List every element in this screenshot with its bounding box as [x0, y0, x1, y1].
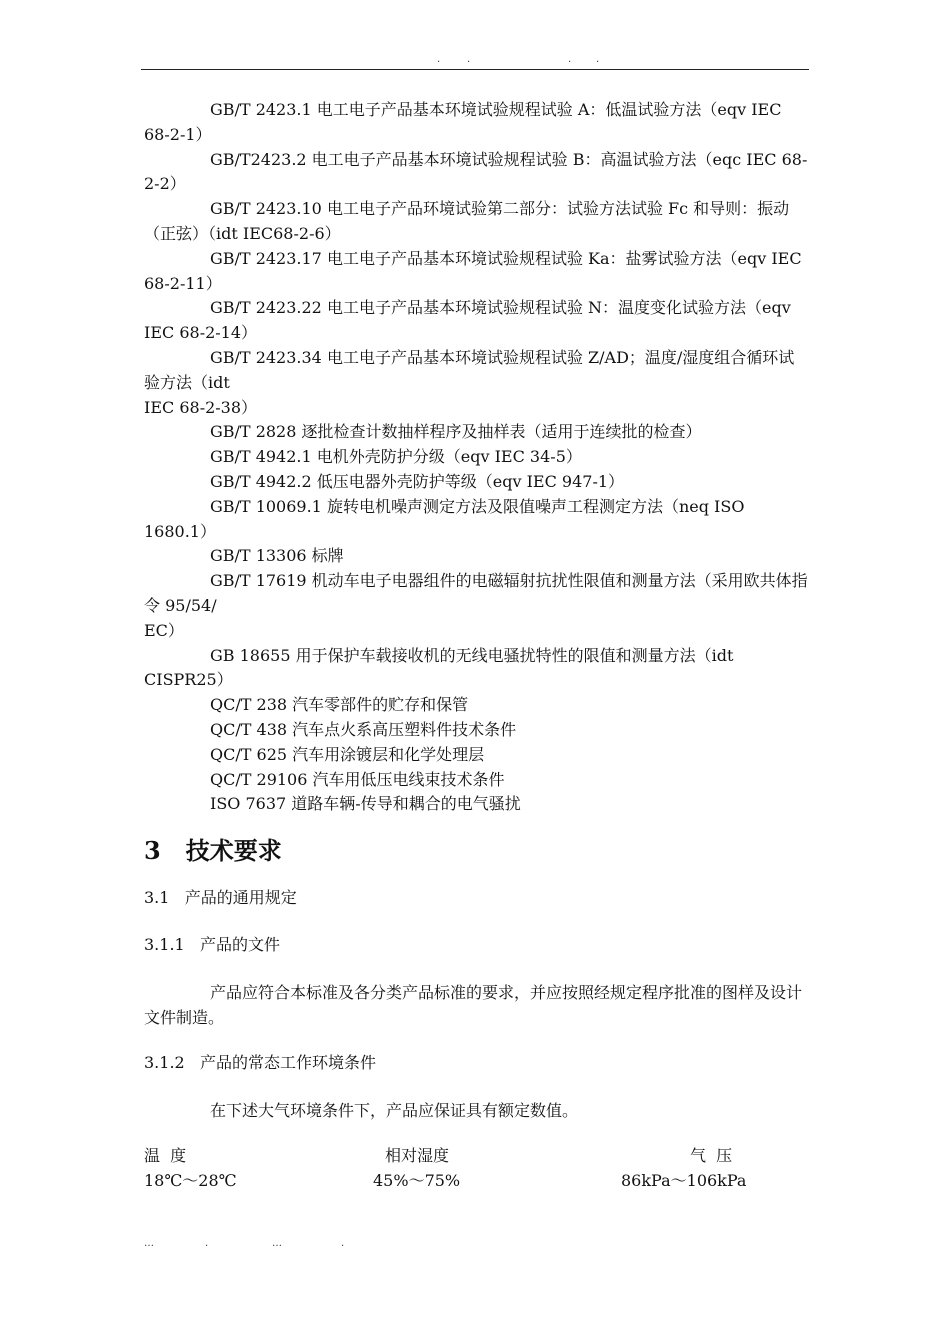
footer-mark: …	[272, 1238, 282, 1249]
reference-item: GB/T 4942.2 低压电器外壳防护等级（eqv IEC 947-1）	[210, 471, 625, 491]
footer-marks	[0, 1238, 950, 1252]
reference-item: GB/T 2423.10 电工电子产品环境试验第二部分：试验方法试验 Fc 和导则：振动（正弦）（idt IEC68-2-6）	[144, 199, 790, 243]
header-marks	[0, 54, 950, 68]
env-header-humidity: 相对湿度	[385, 1146, 450, 1166]
document-body	[144, 98, 810, 1193]
reference-item: GB/T2423.2 电工电子产品基本环境试验规程试验 B：高温试验方法（eqc IEC 68-2-2）	[144, 149, 808, 194]
header-rule	[141, 69, 809, 70]
env-value-humidity: 45%～75%	[373, 1171, 461, 1191]
section-heading: 3 技术要求	[144, 836, 282, 866]
reference-item: GB/T 2423.22 电工电子产品基本环境试验规程试验 N：温度变化试验方法（eqv IEC 68-2-14）	[144, 298, 796, 343]
header-mark: .	[596, 54, 600, 65]
paragraph: 在下述大气环境条件下，产品应保证具有额定数值。	[210, 1101, 579, 1121]
subsubsection-heading: 3.1.2 产品的常态工作环境条件	[144, 1053, 376, 1073]
reference-item: GB/T 2828 逐批检查计数抽样程序及抽样表（适用于连续批的检查）	[210, 422, 702, 442]
reference-item: GB/T 2423.1 电工电子产品基本环境试验规程试验 A：低温试验方法（eqv IEC 68-2-1）	[144, 100, 787, 144]
reference-item: QC/T 29106 汽车用低压电线束技术条件	[210, 769, 505, 789]
env-value-pressure: 86kPa～106kPa	[621, 1171, 747, 1191]
subsection-heading: 3.1 产品的通用规定	[144, 888, 297, 908]
reference-item: GB/T 13306 标牌	[210, 546, 344, 566]
header-mark: .	[568, 54, 572, 65]
normative-references	[144, 98, 810, 817]
reference-item: GB 18655 用于保护车载接收机的无线电骚扰特性的限值和测量方法（idt CISPR25）	[144, 645, 739, 690]
reference-item: ISO 7637 道路车辆-传导和耦合的电气骚扰	[210, 794, 521, 814]
env-header-temperature: 温 度	[144, 1146, 187, 1166]
footer-mark: …	[144, 1238, 154, 1249]
reference-item: GB/T 4942.1 电机外壳防护分级（eqv IEC 34-5）	[210, 447, 582, 467]
environment-conditions-table	[144, 1143, 810, 1193]
footer-mark: .	[341, 1238, 345, 1249]
reference-item: GB/T 10069.1 旋转电机噪声测定方法及限值噪声工程测定方法（neq ISO 1680.1）	[144, 496, 750, 541]
reference-item: GB/T 2423.17 电工电子产品基本环境试验规程试验 Ka：盐雾试验方法（eqv IEC 68-2-11）	[144, 248, 807, 293]
header-mark: .	[437, 54, 441, 65]
footer-mark: .	[205, 1238, 209, 1249]
reference-item: GB/T 2423.34 电工电子产品基本环境试验规程试验 Z/AD；温度/湿度组合循环试验方法（idt IEC 68-2-38）	[144, 347, 795, 417]
reference-item: QC/T 438 汽车点火系高压塑料件技术条件	[210, 719, 517, 739]
header-mark: .	[467, 54, 471, 65]
reference-item: GB/T 17619 机动车电子电器组件的电磁辐射抗扰性限值和测量方法（采用欧共体指令 95/54/ EC）	[144, 571, 808, 640]
paragraph: 产品应符合本标准及各分类产品标准的要求，并应按照经规定程序批准的图样及设计文件制造。	[144, 983, 803, 1028]
subsubsection-heading: 3.1.1 产品的文件	[144, 935, 280, 955]
reference-item: QC/T 238 汽车零部件的贮存和保管	[210, 695, 469, 715]
env-header-pressure: 气 压	[690, 1146, 733, 1166]
reference-item: QC/T 625 汽车用涂镀层和化学处理层	[210, 744, 485, 764]
env-value-temperature: 18℃～28℃	[144, 1171, 237, 1191]
